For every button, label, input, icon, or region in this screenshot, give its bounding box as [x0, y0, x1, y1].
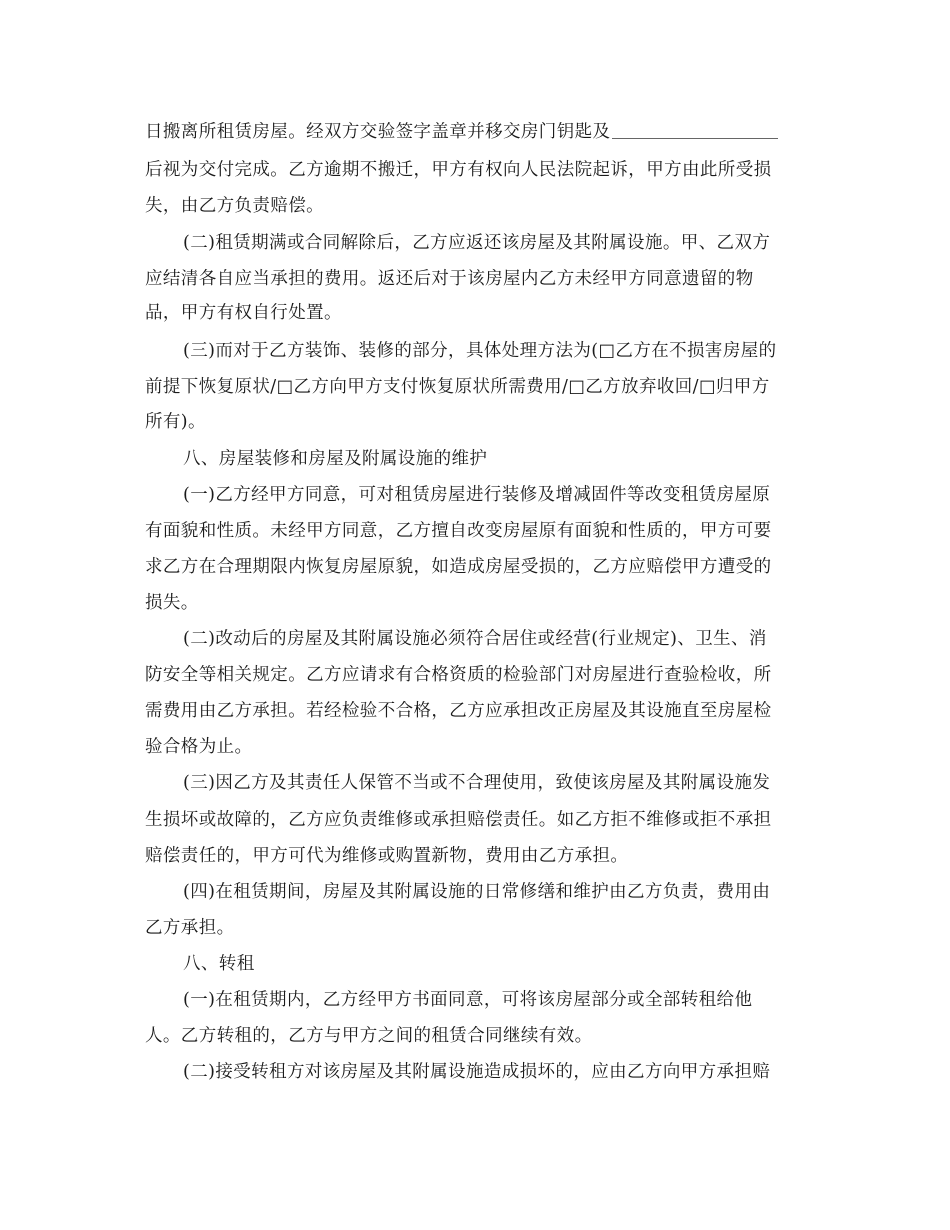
text-line: 防安全等相关规定。乙方应请求有合格资质的检验部门对房屋进行查验检收，所	[145, 665, 772, 685]
paragraph-line: (二)租赁期满或合同解除后，乙方应返还该房屋及其附属设施。甲、乙双方	[183, 233, 771, 253]
text-line: 有面貌和性质。未经甲方同意，乙方擅自改变房屋原有面貌和性质的，甲方可要	[145, 521, 772, 541]
text-line: 需费用由乙方承担。若经检验不合格，乙方应承担改正房屋及其设施直至房屋检	[145, 701, 772, 721]
paragraph-line: (二)改动后的房屋及其附属设施必须符合居住或经营(行业规定)、卫生、消	[183, 629, 767, 649]
paragraph-line: (一)乙方经甲方同意，可对租赁房屋进行装修及增减固件等改变租赁房屋原	[183, 485, 771, 505]
text-span: 日搬离所租赁房屋。经双方交验签字盖章并移交房门钥匙及	[145, 122, 611, 142]
text-line: 后视为交付完成。乙方逾期不搬迁，甲方有权向人民法院起诉，甲方由此所受损	[145, 160, 772, 180]
text-line: 求乙方在合理期限内恢复房屋原貌，如造成房屋受损的，乙方应赔偿甲方遭受的	[145, 557, 772, 577]
text-line: 应结清各自应当承担的费用。返还后对于该房屋内乙方未经甲方同意遗留的物	[145, 269, 754, 289]
text-line: 失，由乙方负责赔偿。	[145, 196, 324, 216]
fill-in-blank[interactable]	[612, 118, 778, 139]
text-line: 品，甲方有权自行处置。	[145, 303, 342, 323]
text-line: 损失。	[145, 593, 199, 613]
text-line: 验合格为止。	[145, 737, 253, 757]
text-line	[145, 117, 778, 147]
paragraph-line: (二)接受转租方对该房屋及其附属设施造成损坏的，应由乙方向甲方承担赔	[183, 1062, 771, 1082]
text-line: 前提下恢复原状/□乙方向甲方支付恢复原状所需费用/□乙方放弃收回/□归甲方	[145, 377, 770, 397]
text-line: 赔偿责任的，甲方可代为维修或购置新物，费用由乙方承担。	[145, 846, 629, 866]
text-line: 所有)。	[145, 412, 206, 432]
paragraph-line: (三)因乙方及其责任人保管不当或不合理使用，致使该房屋及其附属设施发	[183, 773, 771, 793]
text-line: 人。乙方转租的，乙方与甲方之间的租赁合同继续有效。	[145, 1026, 593, 1046]
section-heading: 八、房屋装修和房屋及附属设施的维护	[183, 449, 488, 469]
text-line: 乙方承担。	[145, 918, 235, 938]
text-line: 生损坏或故障的，乙方应负责维修或承担赔偿责任。如乙方拒不维修或拒不承担	[145, 810, 772, 830]
paragraph-line: (一)在租赁期内，乙方经甲方书面同意，可将该房屋部分或全部转租给他	[183, 990, 753, 1010]
paragraph-line: (三)而对于乙方装饰、装修的部分，具体处理方法为(□乙方在不损害房屋的	[183, 341, 777, 361]
section-heading: 八、转租	[183, 954, 255, 974]
paragraph-line: (四)在租赁期间，房屋及其附属设施的日常修缮和维护由乙方负责，费用由	[183, 882, 771, 902]
